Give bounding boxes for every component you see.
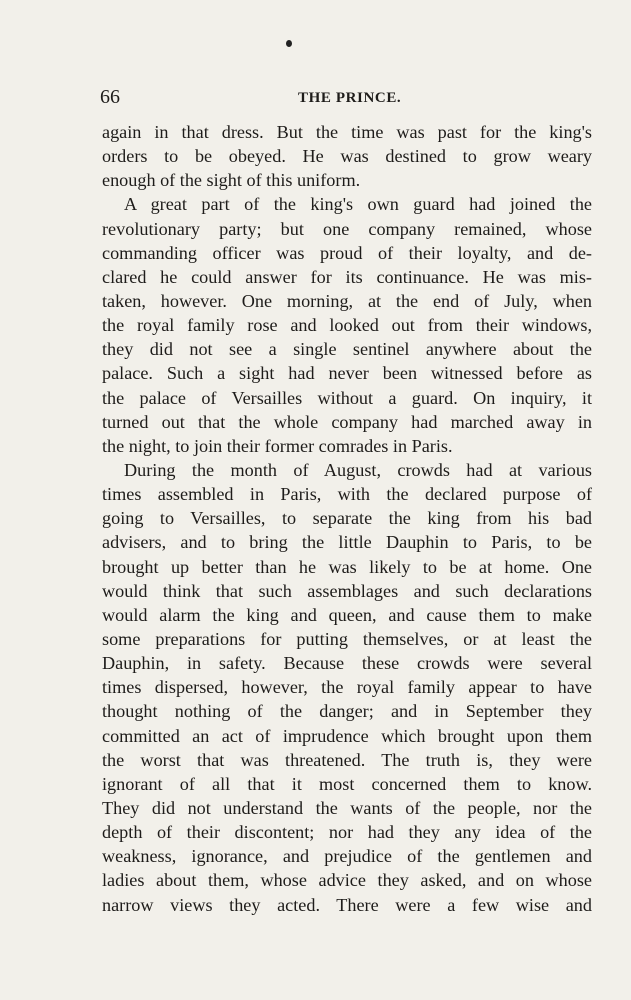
text-line: They did not understand the wants of the people, nor the	[102, 797, 592, 818]
text-line: narrow views they acted. There were a few wise and	[102, 894, 592, 915]
text-line: During the month of August, crowds had at various	[124, 459, 592, 480]
text-line: times assembled in Paris, with the declared purpose of	[102, 484, 592, 505]
text-line: again in that dress. But the time was past for the king's	[102, 122, 592, 142]
text-line: they did not see a single sentinel anywhere about the	[102, 339, 592, 360]
text-line: turned out that the whole company had marched away in	[102, 411, 592, 432]
text-line: would alarm the king and queen, and cause them to make	[102, 604, 592, 625]
text-line: thought nothing of the danger; and in September they	[102, 701, 592, 722]
text-line: some preparations for putting themselves, or at least the	[102, 628, 592, 649]
text-line: ignorant of all that it most concerned them to know.	[102, 773, 592, 794]
text-line: A great part of the king's own guard had joined the	[124, 194, 592, 215]
text-line: depth of their discontent; nor had they any idea of the	[102, 822, 592, 843]
running-title: THE PRINCE.	[298, 90, 402, 106]
text-line: weakness, ignorance, and prejudice of the gentlemen and	[102, 846, 592, 867]
text-line: revolutionary party; but one company remained, whose	[102, 218, 592, 239]
text-line: the night, to join their former comrades in Paris.	[102, 435, 453, 456]
body-text	[102, 120, 592, 917]
text-line: ladies about them, whose advice they asked, and on whose	[102, 870, 592, 891]
ink-dot	[286, 40, 292, 47]
page-number: 66	[100, 86, 120, 108]
text-line: the worst that was threatened. The truth is, they were	[102, 749, 592, 770]
text-line: the palace of Versailles without a guard. On inquiry, it	[102, 387, 592, 408]
text-line: palace. Such a sight had never been witnessed before as	[102, 363, 592, 384]
text-line: advisers, and to bring the little Dauphin to Paris, to be	[102, 532, 592, 553]
text-line: clared he could answer for its continuance. He was mis-	[102, 266, 592, 287]
text-line: brought up better than he was likely to be at home. One	[102, 556, 592, 577]
text-line: would think that such assemblages and such declarations	[102, 580, 592, 601]
text-line: orders to be obeyed. He was destined to grow weary	[102, 146, 592, 167]
page-header	[100, 86, 600, 112]
text-line: commanding officer was proud of their loyalty, and de-	[102, 242, 592, 263]
text-line: Dauphin, in safety. Because these crowds were several	[102, 653, 592, 674]
text-line: going to Versailles, to separate the king from his bad	[102, 508, 592, 529]
text-line: enough of the sight of this uniform.	[102, 170, 361, 191]
text-line: taken, however. One morning, at the end of July, when	[102, 290, 592, 311]
text-line: the royal family rose and looked out from their windows,	[102, 315, 592, 336]
text-line: times dispersed, however, the royal family appear to have	[102, 677, 592, 698]
text-line: committed an act of imprudence which brought upon them	[102, 725, 592, 746]
